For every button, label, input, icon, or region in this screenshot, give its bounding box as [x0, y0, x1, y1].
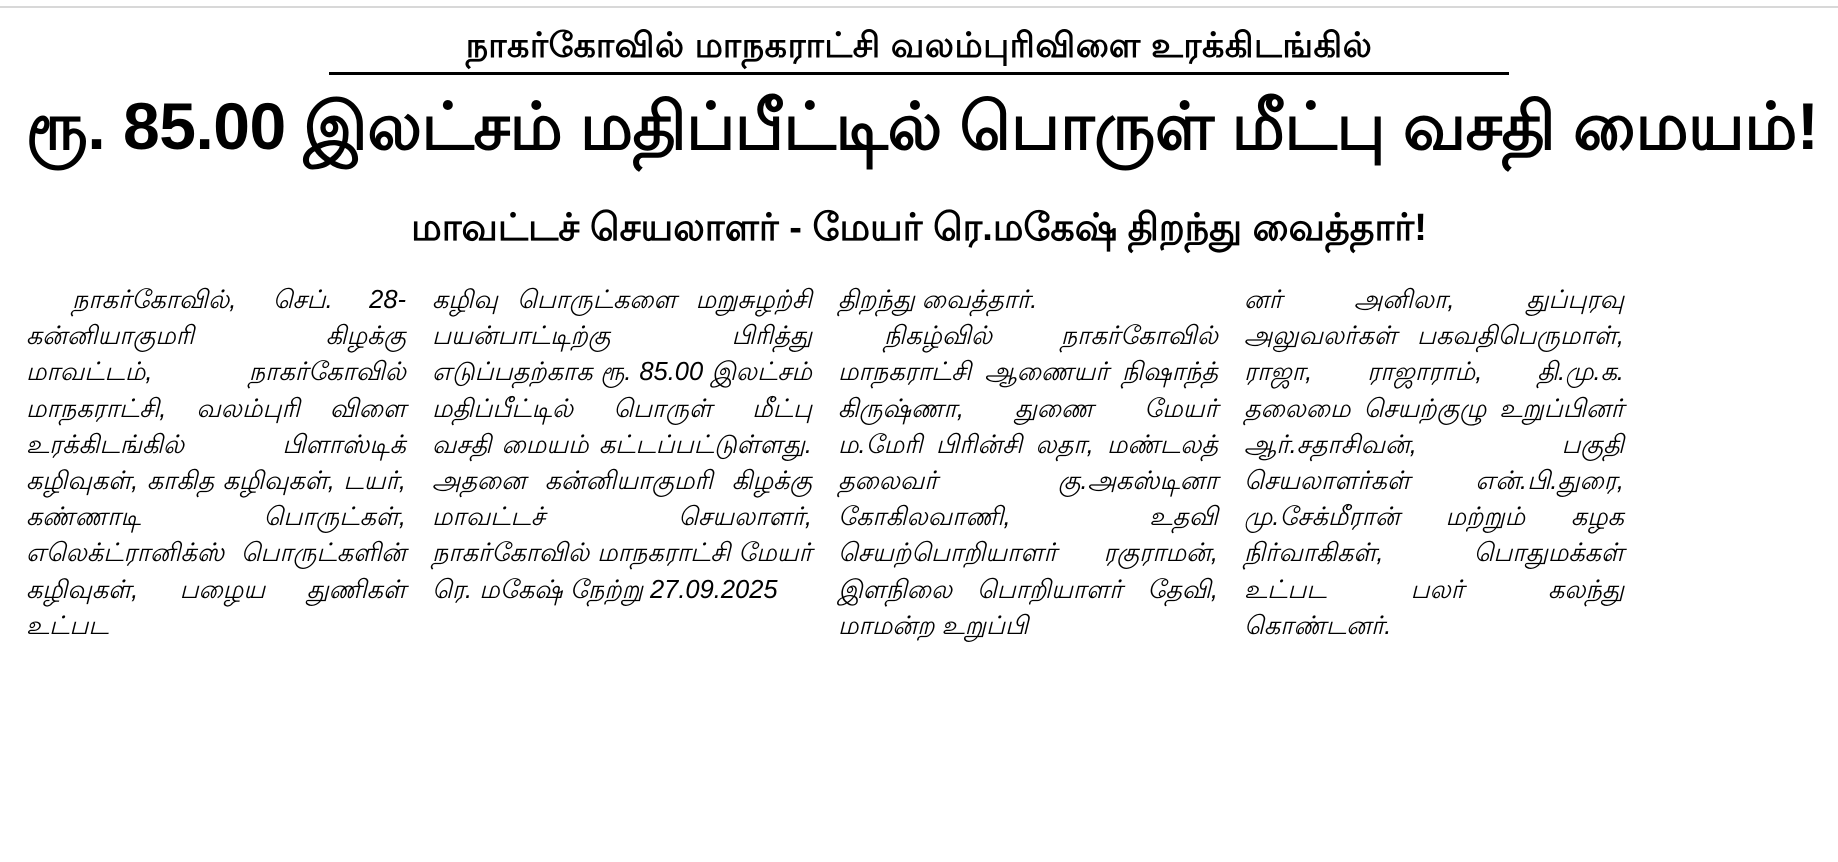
- kicker-underline: [329, 72, 1509, 75]
- article-columns: [26, 282, 1812, 644]
- article-column-4: [1244, 282, 1624, 644]
- paragraph: னர் அனிலா, துப்புரவு அலுவலர்கள் பகவதிபெருமாள், ராஜா, ராஜாராம், தி.மு.க. தலைமை செயற்குழு உறுப்பினர் ஆர்.சதாசிவன், பகுதி செயலாளர்கள் என்.பி.துரை, மு.சேக்மீரான் மற்றும் கழக நிர்வாகிகள், பொதுமக்கள் உட்பட பலர் கலந்து கொண்டனர்.: [1244, 285, 1624, 640]
- paragraph: கழிவு பொருட்களை மறுசுழற்சி பயன்பாட்டிற்கு பிரித்து எடுப்பதற்காக ரூ. 85.00 இலட்சம் மதிப்பீட்டில் பொருள் மீட்பு வசதி மையம் கட்டப்பட்டுள்ளது. அதனை கன்னியாகுமரி கிழக்கு மாவட்டச் செயலாளர், நாகர்கோவில் மாநகராட்சி மேயர் ரெ. மகேஷ் நேற்று 27.09.2025: [432, 285, 812, 604]
- article-column-2: [432, 282, 812, 608]
- article-column-1: [26, 282, 406, 644]
- paragraph: திறந்து வைத்தார்.: [838, 285, 1038, 314]
- article-column-3: [838, 282, 1218, 644]
- paragraph: நாகர்கோவில், செப். 28- கன்னியாகுமரி கிழக்கு மாவட்டம், நாகர்கோவில் மாநகராட்சி, வலம்புரி விளை உரக்கிடங்கில் பிளாஸ்டிக் கழிவுகள், காகித கழிவுகள், டயர், கண்ணாடி பொருட்கள், எலெக்ட்ரானிக்ஸ் பொருட்களின் கழிவுகள், பழைய துணிகள் உட்பட: [26, 285, 406, 640]
- scan-edge-line: [0, 6, 1838, 8]
- subheadline: மாவட்டச் செயலாளர் - மேயர் ரெ.மகேஷ் திறந்து வைத்தார்!: [411, 206, 1427, 249]
- paragraph: நிகழ்வில் நாகர்கோவில் மாநகராட்சி ஆணையர் நிஷாந்த் கிருஷ்ணா, துணை மேயர் ம.மேரி பிரின்சி லதா, மண்டலத் தலைவர் கு.அகஸ்டினா கோகிலவாணி, உதவி செயற்பொறியாளர் ரகுராமன், இளநிலை பொறியாளர் தேவி, மாமன்ற உறுப்பி: [838, 322, 1218, 640]
- headline: ரூ. 85.00 இலட்சம் மதிப்பீட்டில் பொருள் மீட்பு வசதி மையம்!: [26, 89, 1819, 164]
- kicker-text: நாகர்கோவில் மாநகராட்சி வலம்புரிவிளை உரக்கிடங்கில்: [465, 26, 1373, 65]
